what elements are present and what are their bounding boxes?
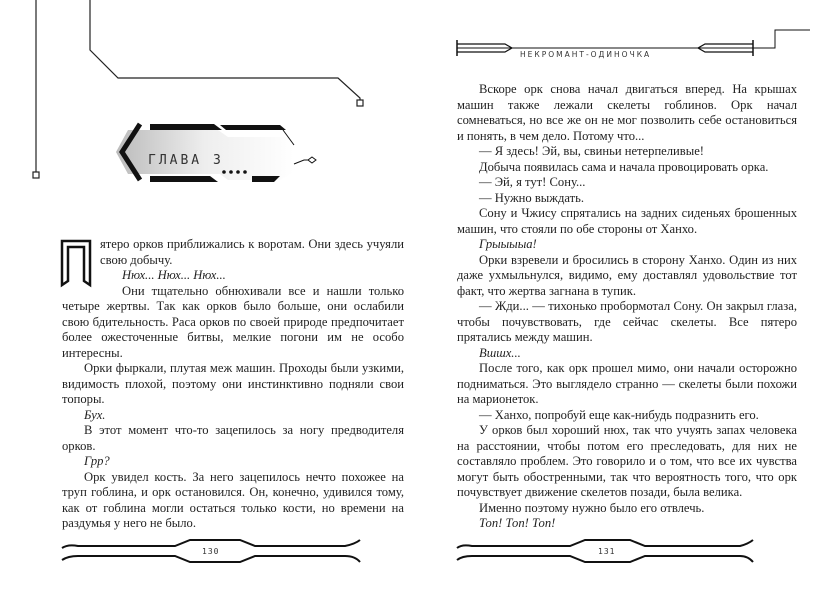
paragraph: Топ! Топ! Топ! xyxy=(479,516,556,530)
paragraph: Вскоре орк снова начал двигаться вперед. На крышах машин также лежали скелеты гоблинов. Орк начал сомневаться, но все же он не мог позволить себе остановиться и понять, в чем дело. Потому что... xyxy=(457,82,797,143)
paragraph: Сону и Чжису спрятались на задних сиденьях брошенных машин, что стояли по обе стороны от Ханхо. xyxy=(457,206,797,236)
page-number-right: 131 xyxy=(598,547,616,556)
paragraph: ятеро орков приближались к воротам. Они здесь учуяли свою добычу. xyxy=(100,237,404,267)
running-head: НЕКРОМАНТ-ОДИНОЧКА xyxy=(520,50,652,59)
paragraph: — Нужно выждать. xyxy=(479,190,585,205)
paragraph: Они тщательно обнюхивали все и нашли только четыре жертвы. Так как орков было больше, они ослабили свою бдительность. Раса орков по своей природе предпочитает более ожесточенные битвы, мелкие погони им не особо интересны. xyxy=(62,283,404,360)
drop-cap xyxy=(60,239,92,289)
paragraph: Бух. xyxy=(84,407,106,422)
paragraph: — Я здесь! Эй, вы, свиньи нетерпеливые! xyxy=(479,144,704,158)
paragraph: Вшшх... xyxy=(479,345,521,360)
paragraph: После того, как орк прошел мимо, они начали осторожно подниматься. Это выглядело странно — скелеты были похожи на марионеток. xyxy=(457,361,797,406)
paragraph: Нюх... Нюх... Нюх... xyxy=(122,268,226,282)
paragraph: Именно поэтому нужно было его отвлечь. xyxy=(479,500,705,515)
paragraph: У орков был хороший нюх, так что учуять запах человека на расстоянии, чтобы потом его преследовать, для них не составляло проблем. Это говорило и о том, что все их чувства могут быть обостренными, так что вероятность того, что орк почувствует движение скелетов позади, была велика. xyxy=(457,423,797,499)
left-page-text xyxy=(62,237,404,532)
paragraph: — Жди... — тихонько пробормотал Сону. Он закрыл глаза, чтобы почувствовать, где сейчас скелеты. Все пятеро прятались между машин. xyxy=(457,299,797,344)
paragraph: В этот момент что-то зацепилось за ногу предводителя орков. xyxy=(62,423,404,453)
paragraph: Грыыыыа! xyxy=(479,237,537,251)
paragraph: Орк увидел кость. За него зацепилось нечто похожее на труп гоблина, и орк остановился. Он, конечно, удивился тому, как от гоблина могли остаться только кости, но времени на раздумья у него не было. xyxy=(62,469,404,530)
chapter-title: ГЛАВА 3 xyxy=(148,153,224,168)
paragraph: Добыча появилась сама и начала провоцировать орка. xyxy=(479,159,769,174)
right-page-text xyxy=(457,82,797,532)
paragraph: Орки фыркали, плутая меж машин. Проходы были узкими, видимость плохой, поэтому они инстинктивно подняли свои топоры. xyxy=(62,361,404,406)
page-number-left: 130 xyxy=(202,547,220,556)
paragraph: — Ханхо, попробуй еще как-нибудь подразнить его. xyxy=(479,407,759,422)
paragraph: — Эй, я тут! Сону... xyxy=(479,175,586,189)
paragraph: Орки взревели и бросились в сторону Ханхо. Один из них даже ухмыльнулся, видимо, ему доставлял удовольствие тот факт, что жертва загнана в тупик. xyxy=(457,252,797,298)
paragraph: Грр? xyxy=(84,454,110,468)
